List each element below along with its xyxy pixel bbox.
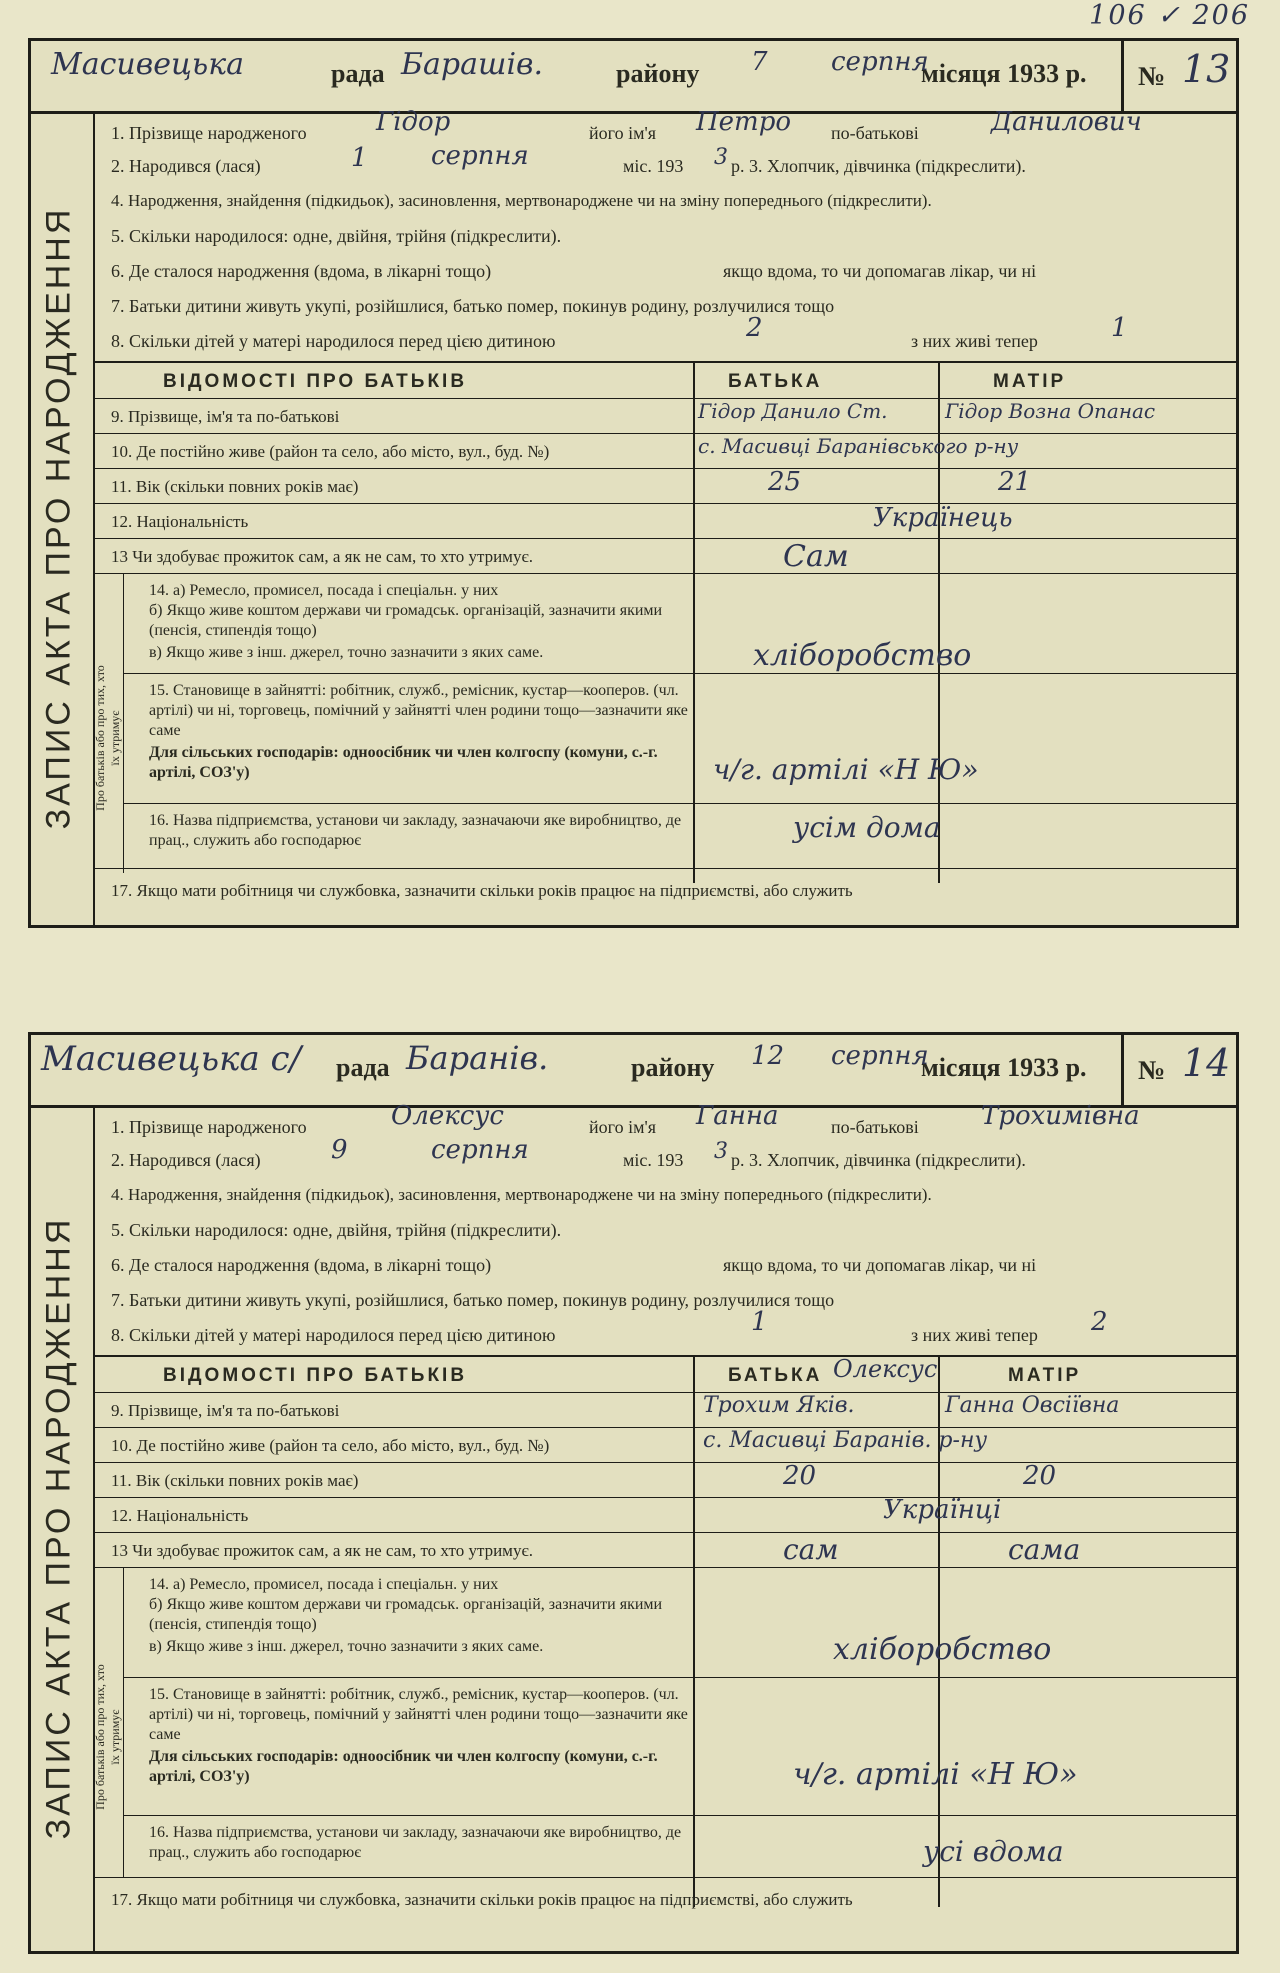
row-13-label: 13 Чи здобуває прожиток сам, а як не сам, то хто утримує. — [111, 547, 533, 566]
line-2-mid: міс. 193 — [623, 1150, 684, 1170]
line-4-label: 4. Народження, знайдення (підкидьок), засиновлення, мертвонароджене чи на зміну попереднього (підкреслити). — [111, 191, 932, 210]
line-6-end: якщо вдома, то чи допомагав лікар, чи ні — [723, 1255, 1037, 1275]
trade: хліборобство — [753, 638, 972, 673]
row-14c-label: в) Якщо живе з інш. джерел, точно зазначити з яких саме. — [149, 644, 544, 661]
line-1-patronymic-label: по-батькові — [831, 123, 919, 143]
line-2-end: р. 3. Хлопчик, дівчинка (підкреслити). — [731, 156, 1026, 176]
row-15b-label: Для сільських господарів: одноосібник чи член колгоспу (комуни, с.-г. артілі, СОЗ'у) — [149, 744, 658, 781]
children-before: 1 — [751, 1307, 768, 1337]
row-17-label: 17. Якщо мати робітниця чи службовка, зазначити скільки років працює на підприємстві, або служить — [111, 881, 853, 900]
row-16-label: 16. Назва підприємства, установи чи закладу, зазначаючи яке виробництво, де прац., служить або господарює — [149, 812, 682, 849]
line-2-label: 2. Народився (лася) — [111, 156, 261, 176]
children-alive: 2 — [1091, 1307, 1108, 1337]
sustenance: Сам — [783, 539, 849, 574]
mother-sustenance: сама — [1008, 1533, 1081, 1566]
child-name: Петро — [696, 107, 792, 137]
father-age: 20 — [783, 1461, 817, 1491]
day-handwritten: 12 — [751, 1041, 785, 1071]
parents-table — [93, 361, 1236, 925]
line-1-label: 1. Прізвище народженого — [111, 1117, 307, 1137]
nationality: Українець — [873, 503, 1013, 533]
row-9-label: 9. Прізвище, ім'я та по-батькові — [111, 1401, 340, 1420]
side-title: ЗАПИС АКТА ПРО НАРОДЖЕННЯ — [39, 1216, 78, 1840]
line-8-label: 8. Скільки дітей у матері народилося перед цією дитиною — [111, 1325, 556, 1345]
line-2-label: 2. Народився (лася) — [111, 1150, 261, 1170]
born-month: серпня — [431, 1135, 529, 1165]
row-11-label: 11. Вік (скільки повних років має) — [111, 1471, 359, 1490]
birth-record-form-13 — [28, 38, 1239, 928]
line-6-end: якщо вдома, то чи допомагав лікар, чи ні — [723, 261, 1037, 281]
line-7-label: 7. Батьки дитини живуть укупі, розійшлися, батько помер, покинув родину, розлучилися тощо — [111, 296, 835, 316]
district-handwritten: Барашів. — [401, 47, 544, 82]
born-day: 1 — [351, 143, 368, 173]
father-sustenance: сам — [783, 1533, 839, 1566]
father-column-header: БАТЬКА — [728, 1365, 823, 1386]
child-patronymic: Трохимівна — [981, 1101, 1140, 1131]
record-number: 14 — [1182, 1041, 1231, 1085]
mother-full-name: Гідор Возна Опанас — [945, 399, 1156, 423]
council-handwritten: Масивецька — [51, 47, 245, 82]
month-handwritten: серпня — [831, 1041, 929, 1071]
number-label: № — [1138, 1055, 1166, 1085]
line-5-label: 5. Скільки народилося: одне, двійня, трійня (підкреслити). — [111, 1220, 562, 1240]
residence: с. Масивці Баранів. р-ну — [703, 1428, 988, 1453]
row-9-label: 9. Прізвище, ім'я та по-батькові — [111, 407, 340, 426]
children-alive: 1 — [1111, 313, 1128, 343]
row-12-label: 12. Національність — [111, 1506, 249, 1525]
born-year-digit: 3 — [714, 1139, 728, 1164]
row-16-label: 16. Назва підприємства, установи чи закладу, зазначаючи яке виробництво, де прац., служить або господарює — [149, 1824, 682, 1861]
month-handwritten: серпня — [831, 47, 929, 77]
father-age: 25 — [768, 467, 802, 497]
trade: хліборобство — [833, 1632, 1052, 1667]
row-15b-label: Для сільських господарів: одноосібник чи член колгоспу (комуни, с.-г. артілі, СОЗ'у) — [149, 1748, 658, 1785]
row-14a-label: 14. а) Ремесло, промисел, посада і спеціальн. у них — [149, 1576, 499, 1593]
nationality: Українці — [883, 1495, 1002, 1525]
month-year-label: місяця 1933 р. — [921, 59, 1087, 88]
month-year-label: місяця 1933 р. — [921, 1053, 1087, 1082]
row-14c-label: в) Якщо живе з інш. джерел, точно зазначити з яких саме. — [149, 1638, 544, 1655]
line-2-mid: міс. 193 — [623, 156, 684, 176]
council-handwritten: Масивецька с/ — [41, 1039, 302, 1079]
line-1-name-label: його ім'я — [589, 123, 656, 143]
row-15a-label: 15. Становище в зайнятті: робітник, служб., ремісник, кустар—кооперов. (чл. артілі) чи ні, торговець, помічний у зайнятті член родини тощо—зазначити яке саме — [149, 682, 688, 739]
child-patronymic: Данилович — [991, 107, 1142, 137]
sub-side-column: Про батьків або про тих, хто їх утримує — [93, 573, 124, 873]
row-17-label: 17. Якщо мати робітниця чи службовка, зазначити скільки років працює на підприємстві, або служить — [111, 1890, 853, 1909]
residence: с. Масивці Баранівського р-ну — [698, 434, 1019, 458]
parents-section-title: ВІДОМОСТІ ПРО БАТЬКІВ — [163, 1365, 468, 1386]
line-1-label: 1. Прізвище народженого — [111, 123, 307, 143]
parents-section-title: ВІДОМОСТІ ПРО БАТЬКІВ — [163, 371, 468, 392]
raion-label: району — [631, 1053, 715, 1082]
father-full-name: Трохим Яків. — [703, 1393, 855, 1418]
record-number: 13 — [1182, 47, 1231, 91]
child-surname: Гідор — [376, 107, 451, 137]
form-header — [31, 1035, 1236, 1108]
child-surname: Олексус — [391, 1101, 504, 1131]
row-10-label: 10. Де постійно живе (район та село, або місто, вул., буд. №) — [111, 442, 550, 461]
employment-status: ч/г. артілі «Н Ю» — [793, 1757, 1078, 1792]
child-name: Ганна — [696, 1101, 779, 1131]
mother-age: 20 — [1023, 1461, 1057, 1491]
line-4-label: 4. Народження, знайдення (підкидьок), засиновлення, мертвонароджене чи на зміну попереднього (підкреслити). — [111, 1185, 932, 1204]
line-8-end: з них живі тепер — [911, 1325, 1038, 1345]
line-2-end: р. 3. Хлопчик, дівчинка (підкреслити). — [731, 1150, 1026, 1170]
district-handwritten: Баранів. — [406, 1039, 549, 1077]
line-6-label: 6. Де сталося народження (вдома, в лікарні тощо) — [111, 261, 492, 281]
enterprise: усім дома — [793, 811, 941, 844]
line-1-name-label: його ім'я — [589, 1117, 656, 1137]
born-day: 9 — [331, 1135, 348, 1165]
row-14a-label: 14. а) Ремесло, промисел, посада і спеціальн. у них — [149, 582, 499, 599]
row-15a-label: 15. Становище в зайнятті: робітник, служб., ремісник, кустар—кооперов. (чл. артілі) чи ні, торговець, помічний у зайнятті член родини тощо—зазначити яке саме — [149, 1686, 688, 1743]
mother-column-header: МАТІР — [1008, 1365, 1082, 1386]
day-handwritten: 7 — [751, 47, 768, 77]
children-before: 2 — [746, 313, 763, 343]
line-1-patronymic-label: по-батькові — [831, 1117, 919, 1137]
rada-label: рада — [331, 59, 385, 88]
mother-column-header: МАТІР — [993, 371, 1067, 392]
rada-label: рада — [336, 1053, 390, 1082]
row-11-label: 11. Вік (скільки повних років має) — [111, 477, 359, 496]
father-surname-overwrite: Олексус — [833, 1355, 938, 1383]
form-header — [31, 41, 1236, 114]
father-column-header: БАТЬКА — [728, 371, 823, 392]
birth-record-form-14 — [28, 1032, 1239, 1954]
side-title-column — [31, 1105, 95, 1951]
row-12-label: 12. Національність — [111, 512, 249, 531]
record-number-box — [1121, 1035, 1236, 1105]
row-14b-label: б) Якщо живе коштом держави чи громадськ. організацій, зазначити якими (пенсія, стипендія тощо) — [149, 1596, 663, 1633]
mother-age: 21 — [998, 467, 1032, 497]
raion-label: району — [616, 59, 700, 88]
number-label: № — [1138, 61, 1166, 91]
line-8-end: з них живі тепер — [911, 331, 1038, 351]
side-title: ЗАПИС АКТА ПРО НАРОДЖЕННЯ — [39, 206, 78, 830]
sub-side-column: Про батьків або про тих, хто їх утримує — [93, 1567, 124, 1877]
side-title-column — [31, 111, 95, 925]
employment-status: ч/г. артілі «Н Ю» — [713, 753, 979, 786]
row-13-label: 13 Чи здобуває прожиток сам, а як не сам, то хто утримує. — [111, 1541, 533, 1560]
mother-full-name: Ганна Овсіївна — [945, 1393, 1120, 1418]
line-7-label: 7. Батьки дитини живуть укупі, розійшлися, батько помер, покинув родину, розлучилися тощо — [111, 1290, 835, 1310]
born-month: серпня — [431, 141, 529, 171]
row-10-label: 10. Де постійно живе (район та село, або місто, вул., буд. №) — [111, 1436, 550, 1455]
line-6-label: 6. Де сталося народження (вдома, в лікарні тощо) — [111, 1255, 492, 1275]
line-5-label: 5. Скільки народилося: одне, двійня, трійня (підкреслити). — [111, 226, 562, 246]
archive-page-mark: 106 ✓ 206 — [1089, 0, 1250, 31]
row-14b-label: б) Якщо живе коштом держави чи громадськ. організацій, зазначити якими (пенсія, стипендія тощо) — [149, 602, 663, 639]
line-8-label: 8. Скільки дітей у матері народилося перед цією дитиною — [111, 331, 556, 351]
parents-table — [93, 1355, 1236, 1951]
enterprise: усі вдома — [923, 1835, 1064, 1868]
father-full-name: Гідор Данило Ст. — [698, 399, 888, 423]
born-year-digit: 3 — [714, 145, 728, 170]
record-number-box — [1121, 41, 1236, 111]
